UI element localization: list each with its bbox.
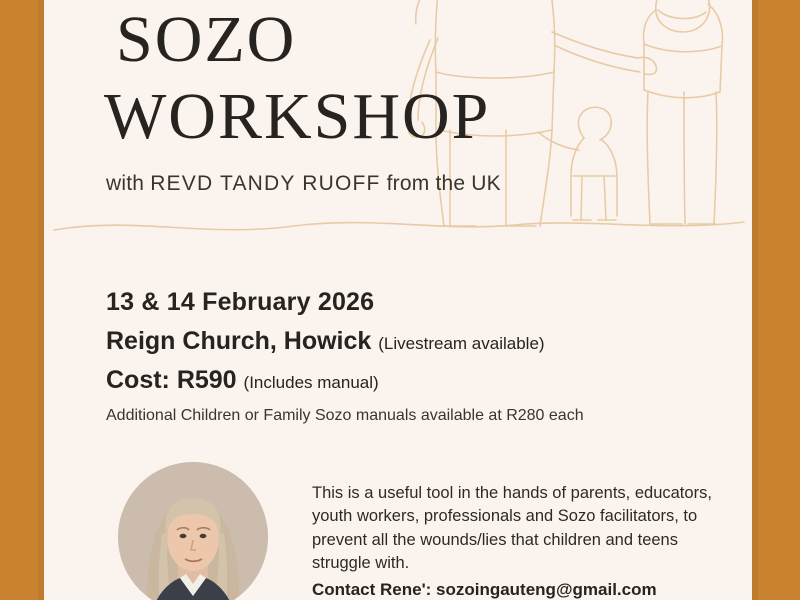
event-venue — [106, 327, 726, 356]
event-date: 13 & 14 February 2026 — [106, 288, 375, 316]
title-line-1: SOZO — [116, 3, 297, 76]
contact-label: Contact Rene': — [312, 580, 436, 599]
venue-name: Reign Church, Howick — [106, 327, 372, 355]
title-line-2: WORKSHOP — [104, 79, 491, 153]
speaker-portrait — [118, 462, 268, 600]
speaker-name: REVD TANDY RUOFF — [150, 172, 381, 195]
contact-email[interactable]: sozoingauteng@gmail.com — [436, 580, 657, 599]
cost-note: (Includes manual) — [243, 373, 379, 392]
contact-line — [312, 580, 732, 600]
poster-canvas — [44, 0, 752, 600]
subhead-suffix: from the UK — [380, 172, 501, 195]
description-paragraph: This is a useful tool in the hands of parents, educators, youth workers, professionals and Sozo facilitators, to prevent all the wounds/lies that children and teens struggle with. — [312, 484, 712, 573]
poster-headline — [104, 3, 664, 153]
event-cost — [106, 366, 726, 395]
cost-amount: Cost: R590 — [106, 366, 237, 394]
portrait-image — [118, 462, 268, 600]
subhead-prefix: with — [106, 172, 151, 195]
poster-subheadline — [106, 172, 501, 196]
venue-note: (Livestream available) — [378, 334, 545, 353]
event-details — [106, 288, 726, 435]
manual-note: Additional Children or Family Sozo manuals available at R280 each — [106, 407, 584, 424]
